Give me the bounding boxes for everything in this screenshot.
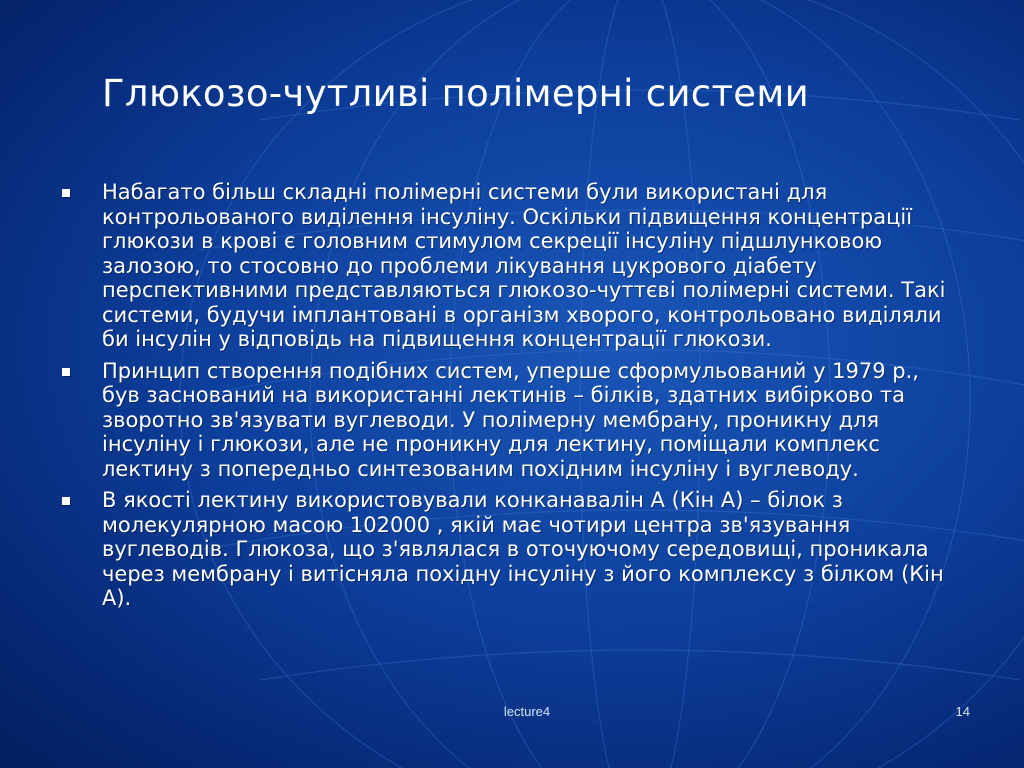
square-bullet-icon <box>62 189 70 197</box>
bullet-item <box>60 359 960 482</box>
bullet-item <box>60 180 960 352</box>
page-number: 14 <box>955 704 970 719</box>
square-bullet-icon <box>62 497 70 505</box>
bullet-text: Принцип створення подібних систем, уперше сформульований у 1979 р., був заснований на використанні лектинів – білків, здатних вибірково та зворотно зв'язувати вуглеводи. У полімерну мембрану, проникну для інсуліну і глюкози, але не проникну для лектину, поміщали комплекс лектину з попередньо синтезованим похідним інсуліну і вуглеводу. <box>102 358 919 481</box>
slide-title: Глюкозо-чутливі полімерні системи <box>102 72 809 115</box>
square-bullet-icon <box>62 368 70 376</box>
bullet-text: В якості лектину використовували конканавалін А (Кін А) – білок з молекулярною масою 102000 , якій має чотири центра зв'язування вуглеводів. Глюкоза, що з'являлася в оточуючому середовищі, проникала через мембрану і витісняла похідну інсуліну з його комплексу з білком (Кін А). <box>102 488 944 610</box>
bullet-text: Набагато більш складні полімерні системи були використані для контрольованого виділення інсуліну. Оскільки підвищення концентрації глюкози в крові є головним стимулом секреції інсуліну підшлунковою залозою, то стосовно до проблеми лікування цукрового діабету перспективними представляються глюкозо-чуттєві полімерні системи. Такі системи, будучи імплантовані в організм хворого, контрольовано виділяли би інсулін у відповідь на підвищення концентрації глюкози. <box>102 180 946 351</box>
bullet-item <box>60 488 960 611</box>
footer-label: lecture4 <box>503 704 551 719</box>
bullet-list <box>60 180 960 618</box>
